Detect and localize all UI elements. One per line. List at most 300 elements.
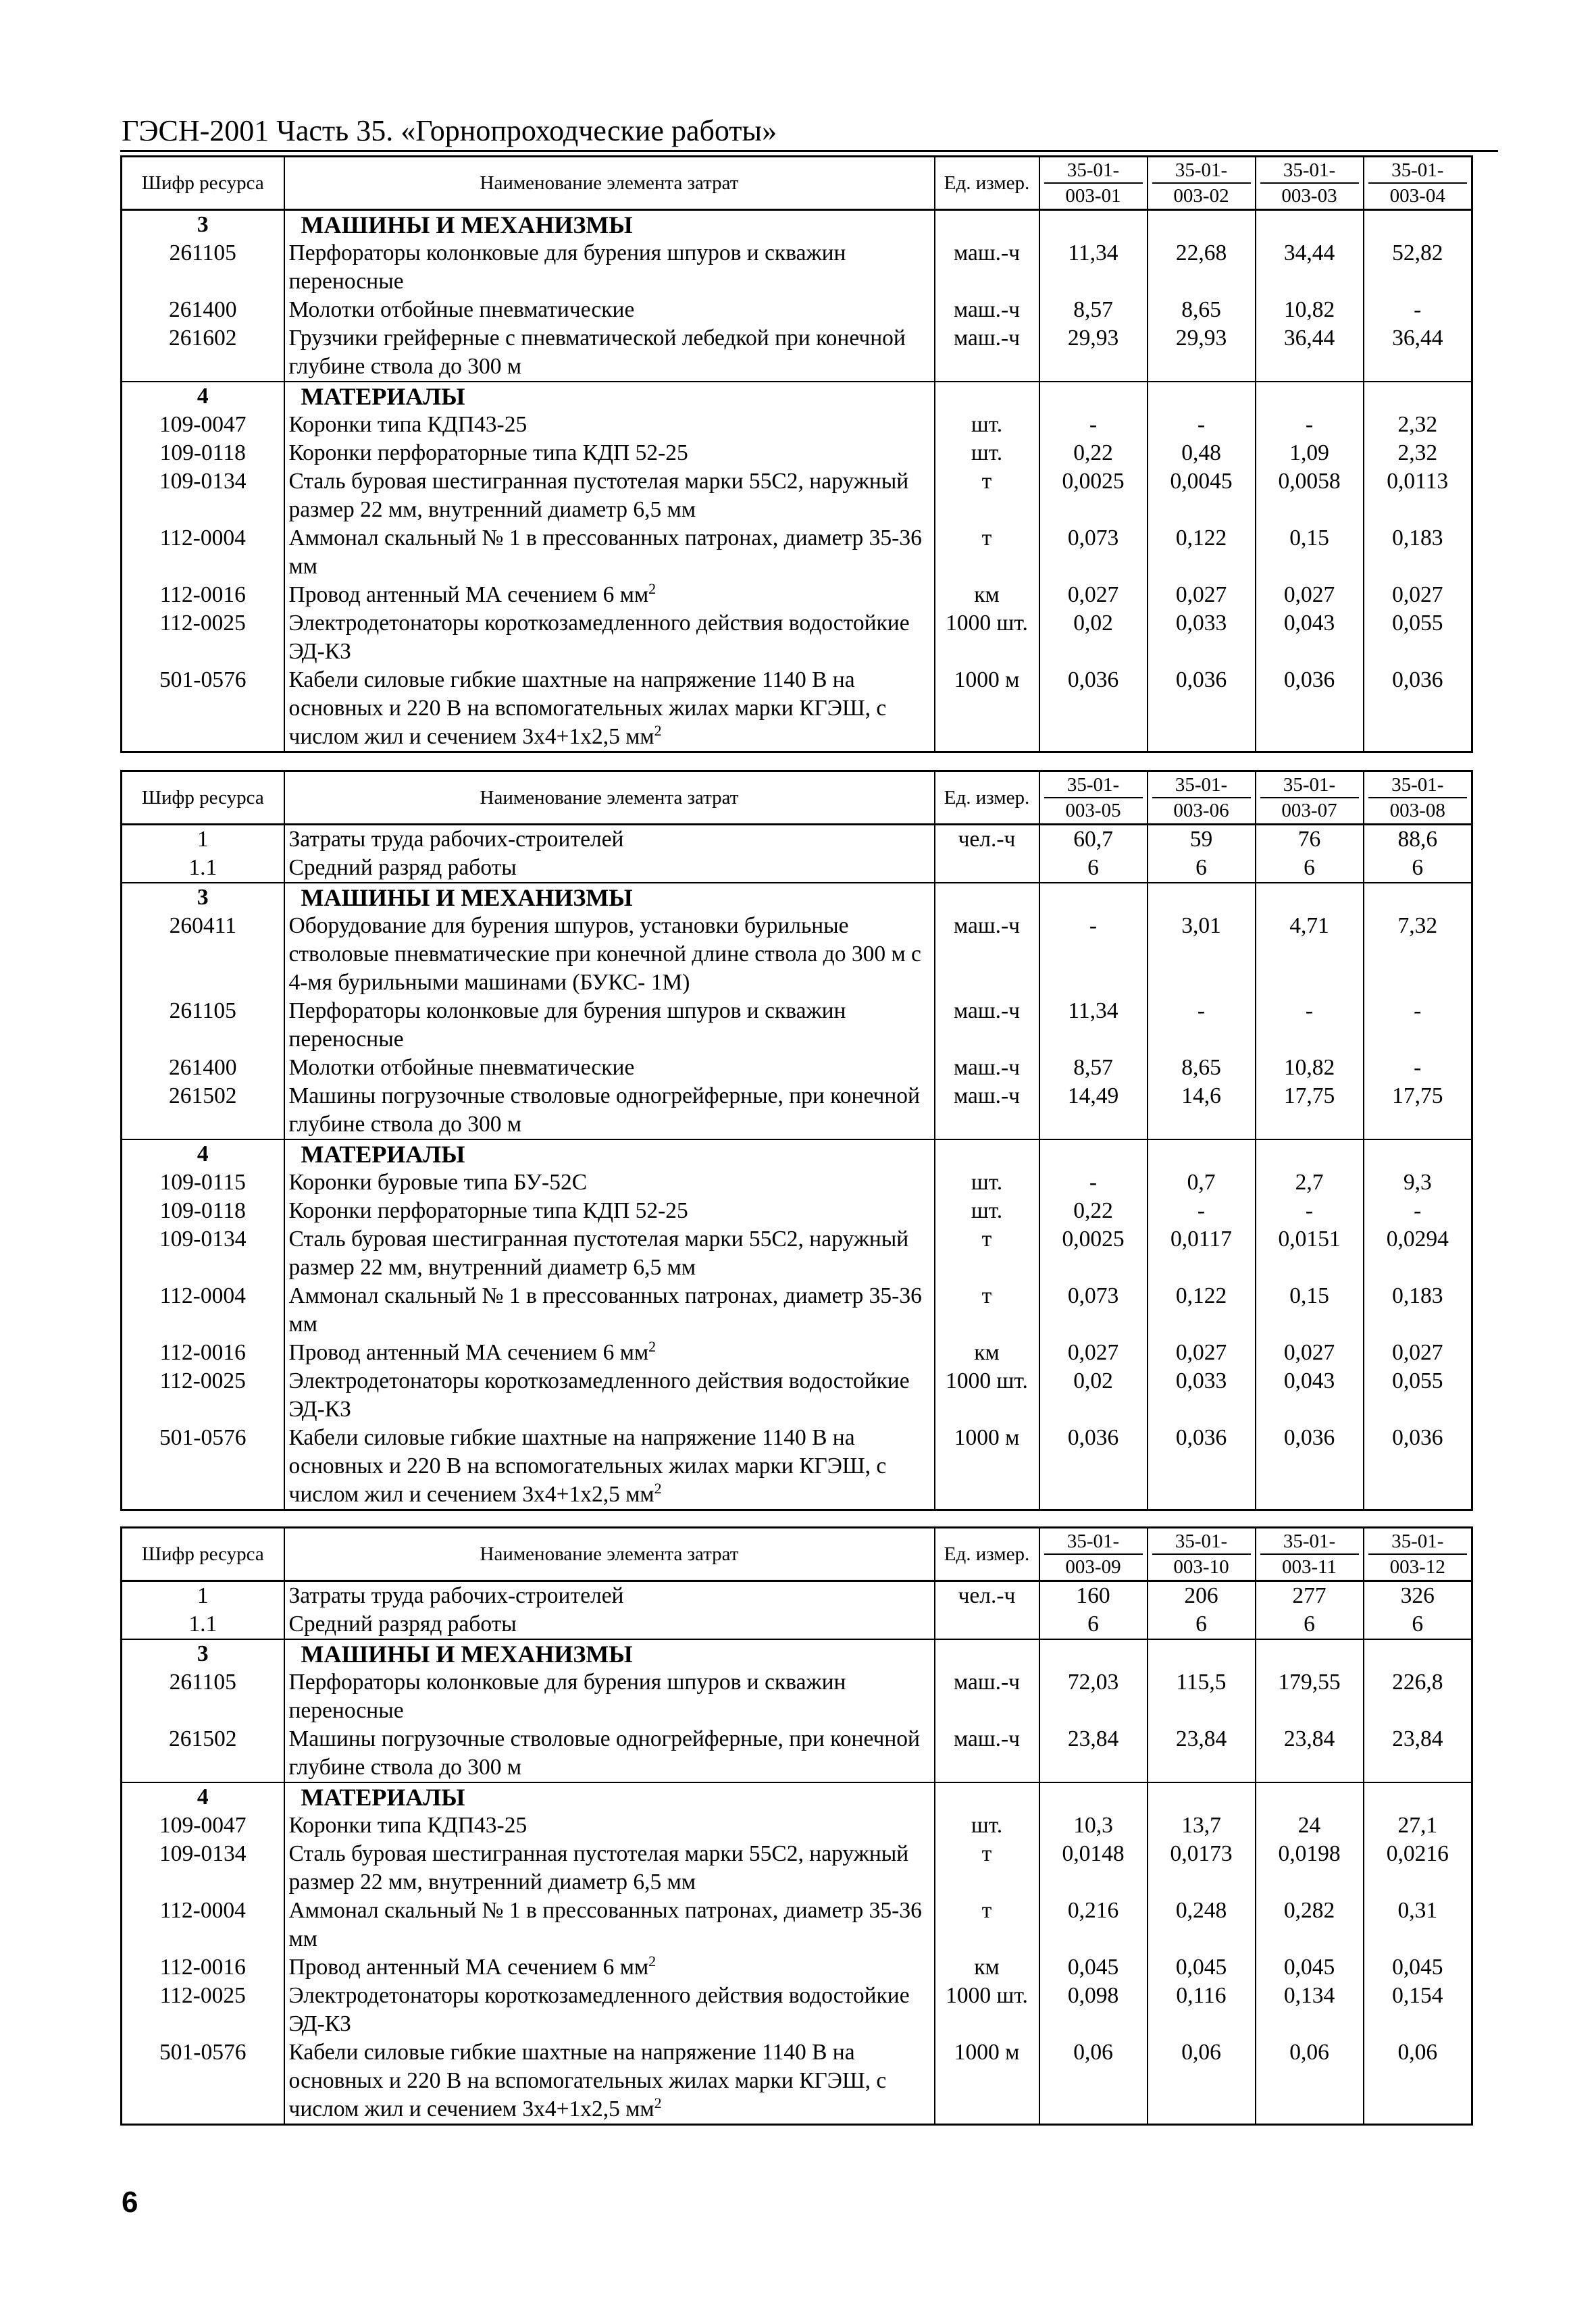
table-row [122,1840,1472,1897]
value-cell: 23,84 [1256,1725,1364,1782]
header-unit: Ед. измер. [935,1528,1039,1581]
value-cell: 0,045 [1364,1953,1472,1982]
resource-name [284,1897,935,1953]
resource-code: 109-0115 [122,1168,284,1197]
value-cell: 3,01 [1148,912,1256,997]
resource-code: 3 [122,883,284,912]
value-cell: 0,033 [1148,609,1256,666]
resource-name-text: МАШИНЫ И МЕХАНИЗМЫ [301,211,633,238]
value-cell: 36,44 [1256,324,1364,382]
table-header-row [122,157,1472,210]
value-cell: 27,1 [1364,1811,1472,1840]
value-cell: 4,71 [1256,912,1364,997]
value-cell: 0,282 [1256,1897,1364,1953]
value-cell [1256,382,1364,411]
header-norm-code-bottom: 003-07 [1281,800,1337,821]
resource-name-text: Коронки перфораторные типа КДП 52-25 [288,440,688,465]
table-row [122,411,1472,439]
value-cell: 0,027 [1039,1339,1148,1367]
resource-name [284,825,935,854]
resource-name [284,1139,935,1168]
value-cell: 0,0148 [1039,1840,1148,1897]
header-norm-code-bottom: 003-12 [1389,1556,1445,1578]
resource-name-text: Сталь буровая шестигранная пустотелая марки 55С2, наружный размер 22 мм, внутренний диаметр 6,5 мм [288,469,909,522]
resource-name [284,1339,935,1367]
value-cell: 0,045 [1148,1953,1256,1982]
value-cell: 52,82 [1364,239,1472,296]
resource-code: 501-0576 [122,1424,284,1510]
resource-name-text: Перфораторы колонковые для бурения шпуров и скважин переносные [288,1670,846,1723]
resource-code: 109-0134 [122,1840,284,1897]
resource-code: 112-0004 [122,524,284,581]
value-cell [1039,210,1148,240]
table-row [122,912,1472,997]
resource-name-text: Коронки буровые типа БУ-52С [288,1170,588,1195]
value-cell: 0,134 [1256,1982,1364,2038]
header-norm-code-top: 35-01- [1044,1529,1143,1555]
value-cell: 59 [1148,825,1256,854]
value-cell: 23,84 [1364,1725,1472,1782]
unit-cell: т [935,467,1039,524]
resource-name [284,581,935,609]
value-cell: - [1148,997,1256,1054]
value-cell: 6 [1039,854,1148,883]
resource-name-text: Коронки типа КДП43-25 [288,1813,527,1838]
value-cell [1039,1639,1148,1668]
value-cell [1256,883,1364,912]
resource-code: 112-0025 [122,1982,284,2038]
header-norm-code-top: 35-01- [1044,773,1143,798]
unit-cell: 1000 шт. [935,609,1039,666]
value-cell [1256,1139,1364,1168]
value-cell: 0,0198 [1256,1840,1364,1897]
resource-code: 4 [122,382,284,411]
unit-cell: маш.-ч [935,1725,1039,1782]
value-cell: 0,48 [1148,439,1256,467]
value-cell: 0,0025 [1039,1225,1148,1282]
value-cell: 29,93 [1148,324,1256,382]
value-cell: 326 [1364,1581,1472,1611]
value-cell: 0,073 [1039,1282,1148,1339]
resource-name-text: Сталь буровая шестигранная пустотелая марки 55С2, наружный размер 22 мм, внутренний диаметр 6,5 мм [288,1227,909,1280]
resource-table-2 [120,770,1473,1511]
resource-name [284,912,935,997]
value-cell: 11,34 [1039,239,1148,296]
table-row [122,1725,1472,1782]
header-norm-code-top: 35-01- [1260,1529,1359,1555]
resource-code: 109-0118 [122,1197,284,1225]
value-cell: 115,5 [1148,1668,1256,1725]
value-cell: 6 [1364,854,1472,883]
unit-cell: чел.-ч [935,825,1039,854]
section-row [122,883,1472,912]
value-cell [1148,883,1256,912]
header-norm-code [1364,771,1472,825]
resource-name-text: Грузчики грейферные с пневматической лебедкой при конечной глубине ствола до 300 м [288,326,906,379]
unit-cell: шт. [935,1811,1039,1840]
resource-code: 109-0047 [122,411,284,439]
value-cell: 0,036 [1364,666,1472,752]
value-cell: 11,34 [1039,997,1148,1054]
resource-name [284,439,935,467]
table-row [122,239,1472,296]
value-cell: 29,93 [1039,324,1148,382]
table-row [122,1197,1472,1225]
resource-name-text: Кабели силовые гибкие шахтные на напряжение 1140 В на основных и 220 В на вспомогательных жилах марки КГЭШ, с числом жил и сечением 3х4+1х2,5 мм [288,1425,887,1507]
value-cell: 72,03 [1039,1668,1148,1725]
value-cell [1364,1639,1472,1668]
value-cell: 2,32 [1364,439,1472,467]
table-header-row [122,1528,1472,1581]
resource-name-text: Затраты труда рабочих-строителей [288,1583,624,1608]
value-cell [1364,1139,1472,1168]
table-row [122,825,1472,854]
value-cell: 76 [1256,825,1364,854]
resource-code: 109-0134 [122,467,284,524]
header-rule [120,150,1498,152]
resource-name-text: Молотки отбойные пневматические [288,297,635,322]
resource-name [284,1782,935,1811]
table-row [122,1668,1472,1725]
value-cell: 0,06 [1364,2038,1472,2125]
resource-code: 261105 [122,239,284,296]
unit-cell: маш.-ч [935,239,1039,296]
value-cell: 8,65 [1148,1054,1256,1082]
value-cell [1148,210,1256,240]
unit-cell [935,1782,1039,1811]
resource-name [284,382,935,411]
resource-name [284,1811,935,1840]
resource-name-text: Кабели силовые гибкие шахтные на напряжение 1140 В на основных и 220 В на вспомогательных жилах марки КГЭШ, с числом жил и сечением 3х4+1х2,5 мм [288,2040,887,2122]
value-cell: 0,036 [1256,1424,1364,1510]
unit-cell: т [935,1897,1039,1953]
resource-name-text: Сталь буровая шестигранная пустотелая марки 55С2, наружный размер 22 мм, внутренний диаметр 6,5 мм [288,1841,909,1895]
value-cell: 206 [1148,1581,1256,1611]
resource-code: 3 [122,210,284,240]
resource-name-text: Провод антенный МА сечением 6 мм [288,1955,649,1980]
value-cell: 0,122 [1148,1282,1256,1339]
header-code: Шифр ресурса [122,771,284,825]
resource-code: 4 [122,1139,284,1168]
unit-cell: маш.-ч [935,324,1039,382]
value-cell: 2,7 [1256,1168,1364,1197]
table-row [122,1168,1472,1197]
value-cell: 0,033 [1148,1367,1256,1424]
unit-cell: маш.-ч [935,1668,1039,1725]
resource-code: 1.1 [122,1610,284,1639]
resource-name-text: Средний разряд работы [288,855,517,880]
resource-name-text: Аммонал скальный № 1 в прессованных патронах, диаметр 35-36 мм [288,525,922,579]
unit-cell: шт. [935,1197,1039,1225]
resource-code: 112-0016 [122,1339,284,1367]
resource-name [284,1225,935,1282]
value-cell: 0,0058 [1256,467,1364,524]
resource-name [284,296,935,324]
resource-name [284,609,935,666]
unit-cell: 1000 м [935,1424,1039,1510]
header-norm-code [1039,771,1148,825]
value-cell: 0,0045 [1148,467,1256,524]
unit-cell: шт. [935,1168,1039,1197]
value-cell: 0,027 [1256,581,1364,609]
resource-code: 109-0047 [122,1811,284,1840]
value-cell: - [1256,1197,1364,1225]
header-code: Шифр ресурса [122,1528,284,1581]
value-cell: 13,7 [1148,1811,1256,1840]
value-cell: 6 [1256,1610,1364,1639]
value-cell [1039,883,1148,912]
value-cell: 0,22 [1039,1197,1148,1225]
value-cell: 0,122 [1148,524,1256,581]
unit-cell: 1000 шт. [935,1982,1039,2038]
value-cell [1148,1639,1256,1668]
value-cell [1148,1782,1256,1811]
value-cell: 0,0117 [1148,1225,1256,1282]
header-norm-code-bottom: 003-08 [1389,800,1445,821]
header-norm-code-top: 35-01- [1260,158,1359,184]
value-cell: 0,06 [1148,2038,1256,2125]
table-row [122,1581,1472,1611]
resource-name-text: Коронки перфораторные типа КДП 52-25 [288,1198,688,1223]
resource-name-text: Электродетонаторы короткозамедленного действия водостойкие ЭД-КЗ [288,1368,910,1422]
resource-code: 261502 [122,1725,284,1782]
header-norm-code-top: 35-01- [1152,1529,1251,1555]
unit-cell: км [935,1339,1039,1367]
resource-name [284,2038,935,2125]
value-cell: 0,06 [1256,2038,1364,2125]
resource-code: 261400 [122,296,284,324]
value-cell: 6 [1039,1610,1148,1639]
resource-name-text: Электродетонаторы короткозамедленного действия водостойкие ЭД-КЗ [288,1983,910,2036]
resource-name [284,1840,935,1897]
value-cell: 6 [1148,1610,1256,1639]
resource-name [284,411,935,439]
table-row [122,609,1472,666]
header-norm-code [1148,157,1256,210]
table-row [122,854,1472,883]
header-norm-code-bottom: 003-09 [1065,1556,1121,1578]
value-cell [1364,883,1472,912]
table-row [122,666,1472,752]
resource-name-text: Средний разряд работы [288,1612,517,1637]
resource-name-text: Молотки отбойные пневматические [288,1055,635,1080]
value-cell: 0,7 [1148,1168,1256,1197]
table-row [122,1811,1472,1840]
unit-cell: чел.-ч [935,1581,1039,1611]
resource-name [284,1982,935,2038]
resource-name [284,666,935,752]
header-norm-code-bottom: 003-03 [1281,185,1337,207]
value-cell: - [1364,296,1472,324]
table-row [122,1054,1472,1082]
resource-name [284,524,935,581]
header-norm-code-top: 35-01- [1044,158,1143,184]
table-row [122,1610,1472,1639]
header-norm-code-bottom: 003-04 [1389,185,1445,207]
resource-code: 3 [122,1639,284,1668]
resource-name [284,1953,935,1982]
value-cell [1364,1782,1472,1811]
value-cell: 0,045 [1039,1953,1148,1982]
superscript: 2 [654,1479,662,1497]
resource-name [284,1082,935,1139]
resource-name [284,1639,935,1668]
header-code: Шифр ресурса [122,157,284,210]
table-header-row [122,771,1472,825]
resource-code: 261602 [122,324,284,382]
resource-name-text: Перфораторы колонковые для бурения шпуров и скважин переносные [288,998,846,1052]
header-norm-code [1148,1528,1256,1581]
table-row [122,439,1472,467]
value-cell: 23,84 [1148,1725,1256,1782]
superscript: 2 [648,1952,657,1970]
value-cell: 0,0113 [1364,467,1472,524]
unit-cell: маш.-ч [935,997,1039,1054]
table-row [122,1282,1472,1339]
resource-code: 1.1 [122,854,284,883]
header-norm-code [1148,771,1256,825]
table-row [122,524,1472,581]
value-cell [1364,210,1472,240]
resource-code: 501-0576 [122,666,284,752]
value-cell [1256,1639,1364,1668]
value-cell: 277 [1256,1581,1364,1611]
value-cell: 0,31 [1364,1897,1472,1953]
resource-name-text: МАТЕРИАЛЫ [301,1141,465,1168]
resource-code: 112-0004 [122,1897,284,1953]
value-cell: 0,036 [1039,666,1148,752]
value-cell [1039,1139,1148,1168]
table-row [122,1897,1472,1953]
value-cell: 0,036 [1148,1424,1256,1510]
resource-name [284,1054,935,1082]
value-cell: 34,44 [1256,239,1364,296]
value-cell: 0,027 [1364,1339,1472,1367]
unit-cell: т [935,524,1039,581]
value-cell: - [1039,912,1148,997]
header-unit: Ед. измер. [935,157,1039,210]
unit-cell [935,382,1039,411]
value-cell [1148,382,1256,411]
header-norm-code-bottom: 003-10 [1173,1556,1229,1578]
unit-cell: т [935,1840,1039,1897]
header-norm-code-top: 35-01- [1152,158,1251,184]
header-norm-code-bottom: 003-01 [1065,185,1121,207]
unit-cell: т [935,1282,1039,1339]
unit-cell [935,210,1039,240]
value-cell: 0,15 [1256,524,1364,581]
value-cell: 0,0294 [1364,1225,1472,1282]
value-cell: - [1039,411,1148,439]
value-cell: 0,098 [1039,1982,1148,2038]
header-name: Наименование элемента затрат [284,1528,935,1581]
table-row [122,296,1472,324]
unit-cell: шт. [935,411,1039,439]
value-cell: 0,02 [1039,609,1148,666]
value-cell: 8,57 [1039,1054,1148,1082]
value-cell: - [1148,1197,1256,1225]
value-cell [1039,382,1148,411]
resource-name-text: МАТЕРИАЛЫ [301,1784,465,1811]
value-cell: 0,045 [1256,1953,1364,1982]
resource-name-text: Оборудование для бурения шпуров, установки бурильные стволовые пневматические при конечной длине ствола до 300 м с 4-мя бурильными машинами (БУКС- 1М) [288,913,921,995]
resource-code: 260411 [122,912,284,997]
header-unit: Ед. измер. [935,771,1039,825]
resource-name [284,467,935,524]
header-norm-code-top: 35-01- [1260,773,1359,798]
value-cell: - [1256,997,1364,1054]
value-cell [1148,1139,1256,1168]
header-norm-code-bottom: 003-11 [1281,1556,1337,1578]
value-cell: 0,0151 [1256,1225,1364,1282]
table-row [122,467,1472,524]
table-row [122,324,1472,382]
value-cell: 160 [1039,1581,1148,1611]
unit-cell: маш.-ч [935,912,1039,997]
unit-cell: 1000 м [935,2038,1039,2125]
resource-name-text: МАШИНЫ И МЕХАНИЗМЫ [301,1641,633,1668]
value-cell: 17,75 [1364,1082,1472,1139]
unit-cell: маш.-ч [935,1082,1039,1139]
table-row [122,1225,1472,1282]
value-cell: - [1364,1197,1472,1225]
resource-code: 4 [122,1782,284,1811]
resource-code: 109-0134 [122,1225,284,1282]
value-cell: 0,15 [1256,1282,1364,1339]
value-cell: 10,82 [1256,1054,1364,1082]
resource-code: 261502 [122,1082,284,1139]
resource-name [284,210,935,240]
resource-name [284,1668,935,1725]
value-cell: 0,027 [1364,581,1472,609]
table-row [122,1082,1472,1139]
value-cell: 0,027 [1148,1339,1256,1367]
resource-name [284,1367,935,1424]
unit-cell: км [935,1953,1039,1982]
unit-cell: т [935,1225,1039,1282]
value-cell: 0,06 [1039,2038,1148,2125]
resource-name [284,1725,935,1782]
unit-cell: км [935,581,1039,609]
value-cell: 0,027 [1148,581,1256,609]
value-cell: 7,32 [1364,912,1472,997]
value-cell: 0,183 [1364,524,1472,581]
header-norm-code [1039,1528,1148,1581]
resource-name-text: Аммонал скальный № 1 в прессованных патронах, диаметр 35-36 мм [288,1898,922,1951]
value-cell: 0,055 [1364,1367,1472,1424]
page-header: ГЭСН-2001 Часть 35. «Горнопроходческие работы» [122,114,777,147]
value-cell: - [1148,411,1256,439]
header-norm-code-top: 35-01- [1152,773,1251,798]
value-cell: 0,036 [1039,1424,1148,1510]
resource-name [284,997,935,1054]
unit-cell: шт. [935,439,1039,467]
resource-name-text: Кабели силовые гибкие шахтные на напряжение 1140 В на основных и 220 В на вспомогательных жилах марки КГЭШ, с числом жил и сечением 3х4+1х2,5 мм [288,667,887,749]
value-cell [1256,1782,1364,1811]
value-cell: 0,055 [1364,609,1472,666]
value-cell: 23,84 [1039,1725,1148,1782]
value-cell: 0,0025 [1039,467,1148,524]
header-norm-code-top: 35-01- [1368,773,1468,798]
value-cell: 14,6 [1148,1082,1256,1139]
value-cell: 2,32 [1364,411,1472,439]
value-cell: 0,036 [1256,666,1364,752]
value-cell: 10,82 [1256,296,1364,324]
value-cell: - [1364,997,1472,1054]
header-norm-code [1256,157,1364,210]
table-row [122,997,1472,1054]
value-cell: - [1039,1168,1148,1197]
